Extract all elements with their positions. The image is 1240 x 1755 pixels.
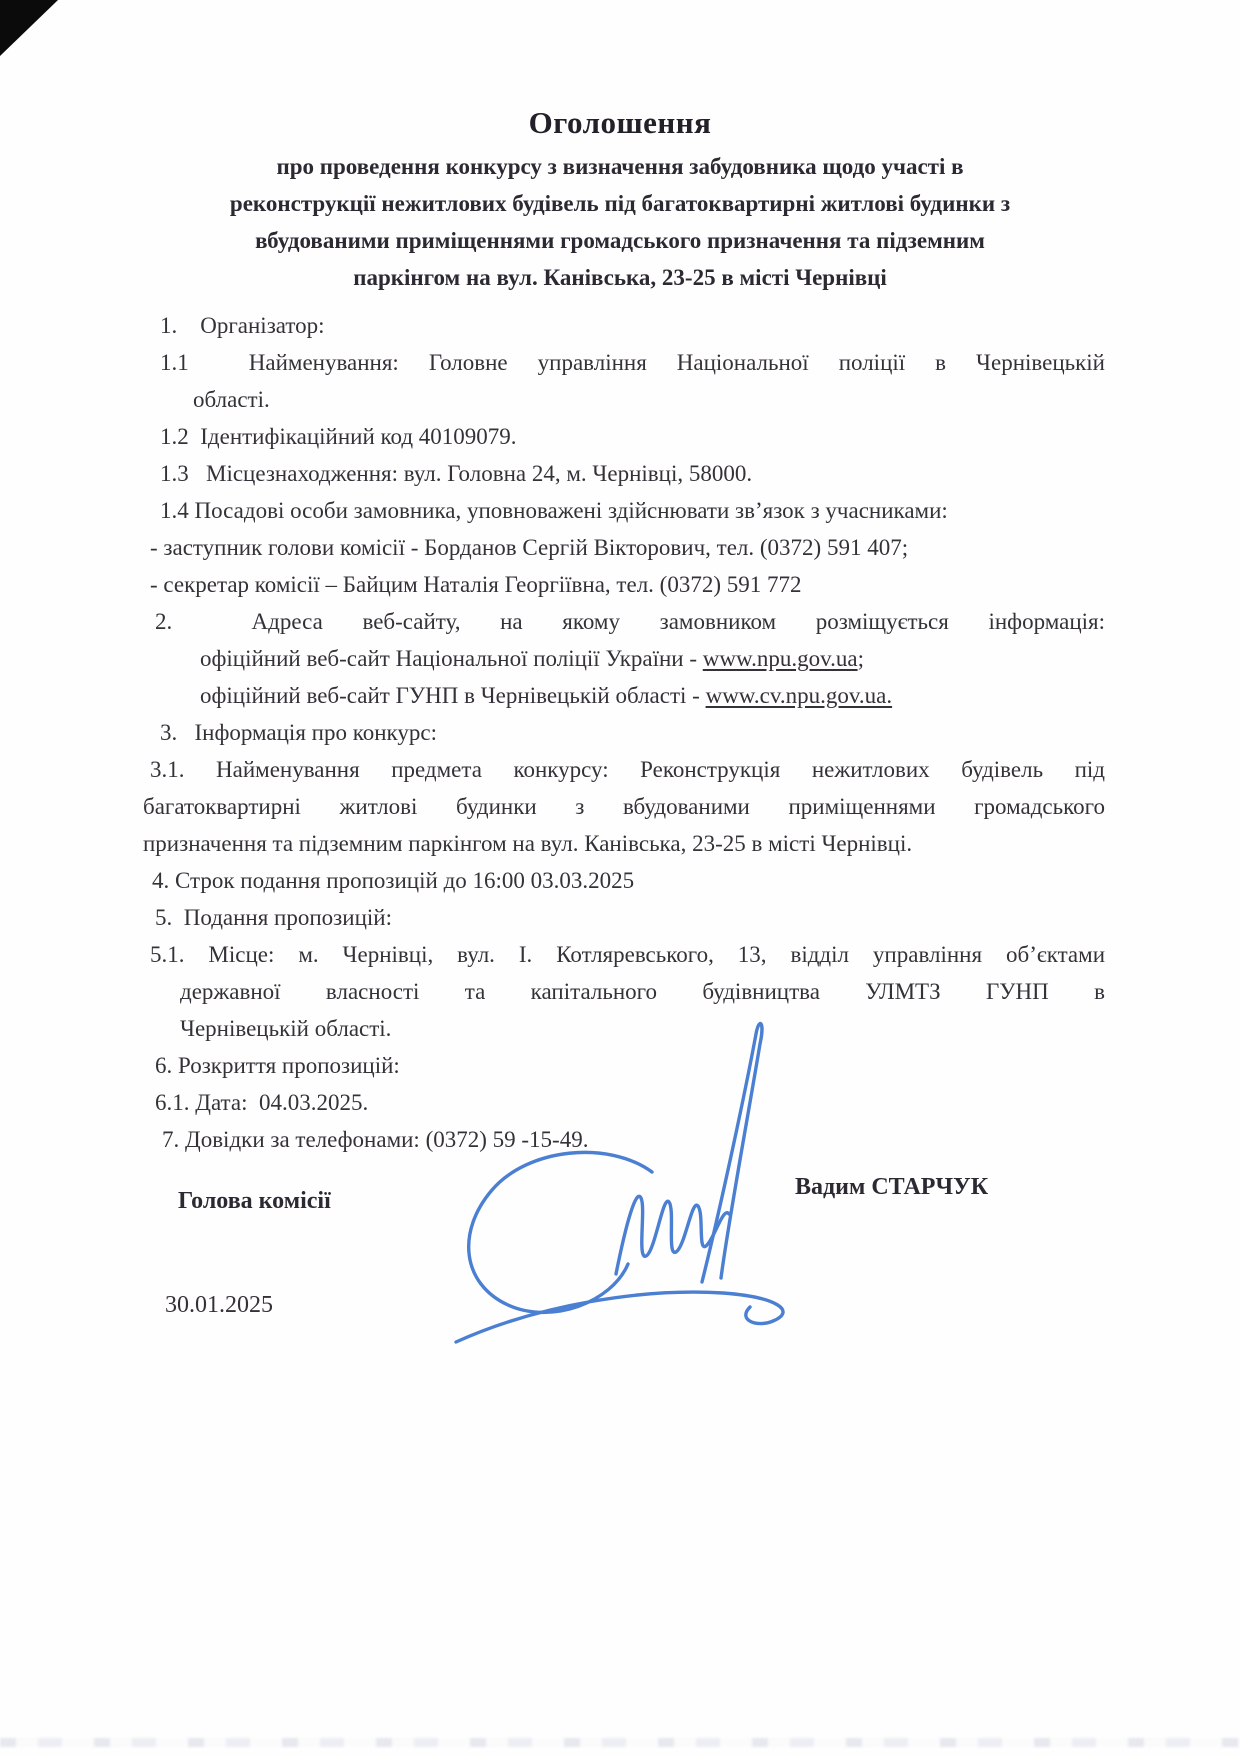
signature-stroke-sweep (456, 1292, 783, 1342)
item-5-1-place-cont2: Чернівецькій області. (180, 1016, 392, 1041)
subtitle-line: вбудованими приміщеннями громадського призначення та підземним (255, 228, 985, 253)
page-title: Оголошення (528, 105, 712, 140)
signature-date: 30.01.2025 (165, 1292, 273, 1318)
item-1-2-id-code: 1.2 Ідентифікаційний код 40109079. (160, 424, 517, 449)
subtitle-line: паркінгом на вул. Канівська, 23-25 в місті Чернівці (353, 265, 887, 290)
item-5-1-place: 5.1. Місце: м. Чернівці, вул. І. Котляревського, 13, відділ управління об’єктами (150, 942, 1105, 967)
website-gunp-line (160, 677, 1105, 714)
item-1-1-name-cont: області. (193, 387, 270, 412)
signer-role: Голова комісії (178, 1188, 331, 1214)
item-1-organizer-heading: 1. Організатор: (160, 313, 325, 338)
item-3-info-heading: 3. Інформація про конкурс: (160, 720, 437, 745)
item-6-1-date: 6.1. Дата: 04.03.2025. (155, 1090, 369, 1115)
item-3-1-subject-cont1: багатоквартирні житлові будинки з вбудованими приміщеннями громадського (143, 794, 1105, 819)
subtitle-line: реконструкції нежитлових будівель під багатоквартирні житлові будинки з (229, 191, 1011, 216)
website-npu-label: офіційний веб-сайт Національної поліції України - (200, 646, 703, 671)
item-5-1-place-cont1: державної власності та капітального будівництва УЛМТЗ ГУНП в (180, 979, 1105, 1004)
website-npu-line (160, 640, 1105, 677)
item-6-opening-heading: 6. Розкриття пропозицій: (155, 1053, 400, 1078)
document-header (0, 0, 1240, 296)
npu-website-link[interactable]: www.npu.gov.ua (702, 646, 858, 671)
official-secretary: - секретар комісії – Байцим Наталія Георгіївна, тел. (0372) 591 772 (150, 572, 802, 597)
gunp-website-link[interactable]: www.cv.npu.gov.ua. (705, 683, 893, 708)
item-3-1-subject-cont2: призначення та підземним паркінгом на вул. Канівська, 23-25 в місті Чернівці. (143, 831, 913, 856)
item-2-website-heading: 2. Адреса веб-сайту, на якому замовником розміщується інформація: (155, 609, 1105, 634)
signature-stroke-spike (702, 1024, 762, 1282)
website-gunp-label: офіційний веб-сайт ГУНП в Чернівецькій області - (200, 683, 706, 708)
item-5-submission-heading: 5. Подання пропозицій: (155, 905, 392, 930)
item-7-phone-info: 7. Довідки за телефонами: (0372) 59 -15-49. (162, 1127, 589, 1152)
item-1-4-officials: 1.4 Посадові особи замовника, уповноважені здійснювати зв’язок з учасниками: (160, 498, 948, 523)
document-subtitle (0, 148, 1240, 296)
website-npu-suffix: ; (857, 646, 864, 671)
item-3-1-subject: 3.1. Найменування предмета конкурсу: Реконструкція нежитлових будівель під (150, 757, 1105, 782)
item-1-1-name: 1.1 Найменування: Головне управління Національної поліції в Чернівецькій (160, 350, 1105, 375)
signer-name: Вадим СТАРЧУК (795, 1174, 989, 1200)
signature-ink (440, 1012, 860, 1357)
subtitle-line: про проведення конкурсу з визначення забудовника щодо участі в (276, 154, 964, 179)
official-deputy-head: - заступник голови комісії - Борданов Сергій Вікторович, тел. (0372) 591 407; (150, 535, 909, 560)
item-1-3-location: 1.3 Місцезнаходження: вул. Головна 24, м. Чернівці, 58000. (160, 461, 753, 486)
item-4-deadline: 4. Строк подання пропозицій до 16:00 03.03.2025 (152, 868, 635, 893)
scan-noise (0, 1738, 1240, 1747)
